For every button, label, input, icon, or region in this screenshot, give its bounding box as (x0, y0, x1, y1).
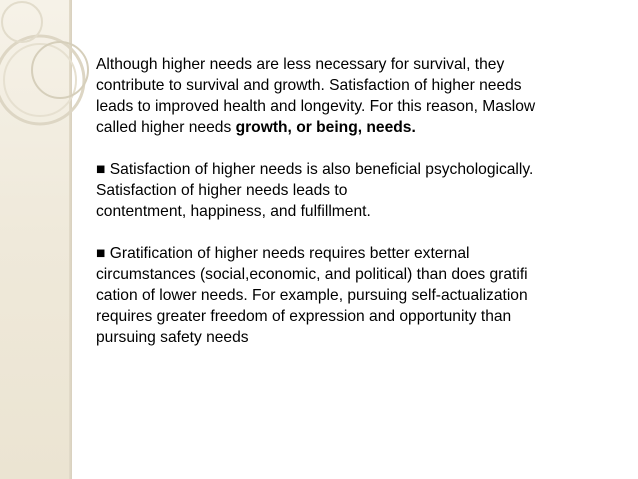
paragraph-psychological-benefit: ■ Satisfaction of higher needs is also beneficial psychologically. Satisfaction of higher needs leads to contentment, happiness, and fulfillment. (96, 161, 534, 220)
paragraph-text: Although higher needs are less necessary for survival, they contribute to survival and growth. Satisfaction of higher needs leads to improved health and longevity. For this reason, Maslow called higher needs (96, 56, 536, 136)
paragraph-external-circumstances: ■ Gratification of higher needs requires better external circumstances (social,economic, and political) than does gratifi cation of lower needs. For example, pursuing self-actualization requires greater freedom of expression and opportunity than pursuing safety needs (96, 245, 528, 346)
bold-phrase: growth, or being, needs. (235, 119, 416, 136)
left-decorative-band (0, 0, 71, 479)
paragraph-survival-growth (96, 54, 606, 138)
slide-body (96, 54, 606, 369)
left-band-edge (69, 0, 72, 479)
